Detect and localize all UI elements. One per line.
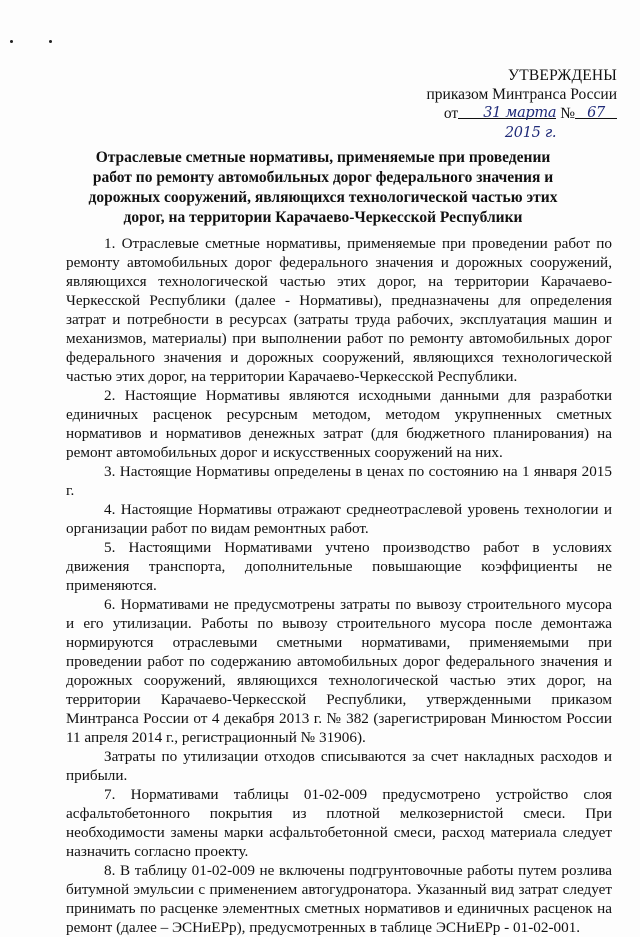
scan-speck: [10, 40, 13, 43]
approval-stamp: [412, 66, 617, 141]
approval-subtitle: приказом Минтранса России: [426, 86, 617, 103]
approval-title: УТВЕРЖДЕНЫ: [508, 67, 617, 84]
order-date-blank: [458, 104, 557, 141]
paragraph-6: 6. Нормативами не предусмотрены затраты по вывозу строительного мусора и его утилизации. Работы по вывозу строительного мусора после демонтажа нормируются отраслевыми сметными нормативами, применяемыми при проведении работ по содержанию автомобильных дорог федерального значения и дорожных сооружений, являющихся технологической частью этих дорог, на территории Карачаево-Черкесской Республики, утвержденными приказом Минтранса России от 4 декабря 2013 г. № 382 (зарегистрирован Минюстом России 11 апреля 2014 г., регистрационный № 31906).: [66, 596, 612, 746]
paragraph-2: 2. Настоящие Нормативы являются исходными данными для разработки единичных расценок ресурсным методом, методом укрупненных сметных нормативов и нормативов денежных затрат (для бюджетного планирования) на ремонт автомобильных дорог и искусственных сооружений на них.: [66, 387, 612, 461]
paragraph-6-note: Затраты по утилизации отходов списываются за счет накладных расходов и прибыли.: [66, 748, 612, 784]
order-date-handwritten: 31 марта 2015 г.: [483, 105, 557, 141]
scan-speck: [49, 40, 52, 43]
paragraph-8: 8. В таблицу 01-02-009 не включены подгрунтовочные работы путем розлива битумной эмульсии с применением автогудронатора. Указанный вид затрат следует принимать по расценке элементных сметных нормативов и единичных расценок на ремонт (далее – ЭСНиЕРр), предусмотренных в таблице ЭСНиЕРр - 01-02-001.: [66, 862, 612, 936]
order-line: [412, 104, 617, 141]
paragraph-4: 4. Настоящие Нормативы отражают среднеотраслевой уровень технологии и организации работ по видам ремонтных работ.: [66, 501, 612, 537]
paragraph-1: 1. Отраслевые сметные нормативы, применяемые при проведении работ по ремонту автомобильных дорог федерального значения и дорожных сооружений, являющихся технологической частью этих дорог, на территории Карачаево-Черкесской Республики (далее - Нормативы), предназначены для определения затрат и потребности в ресурсах (затраты труда рабочих, эксплуатация машин и механизмов, материалы) при выполнении работ по ремонту автомобильных дорог федерального значения и дорожных сооружений, являющихся технологической частью этих дорог, на территории Карачаево-Черкесской Республики.: [66, 235, 612, 385]
document-title: Отраслевые сметные нормативы, применяемые при проведении работ по ремонту автомобильных дорог федерального значения и дорожных сооружений, являющихся технологической частью этих дорог, на территории Карачаево-Черкесской Республики: [88, 149, 558, 226]
order-date-prefix: от: [443, 105, 459, 122]
paragraph-3: 3. Настоящие Нормативы определены в ценах по состоянию на 1 января 2015 г.: [66, 463, 612, 499]
paragraph-7: 7. Нормативами таблицы 01-02-009 предусмотрено устройство слоя асфальтобетонного покрытия из плотной мелкозернистой смеси. При необходимости замены марки асфальтобетонной смеси, расход материала следует назначить согласно проекту.: [66, 786, 612, 860]
order-number-label: №: [560, 105, 575, 122]
order-number-blank: [575, 104, 617, 119]
order-number-handwritten: 67: [587, 105, 605, 121]
paragraph-5: 5. Настоящими Нормативами учтено производство работ в условиях движения транспорта, дополнительные повышающие коэффициенты не применяются.: [66, 539, 612, 594]
document-body: [66, 234, 612, 937]
